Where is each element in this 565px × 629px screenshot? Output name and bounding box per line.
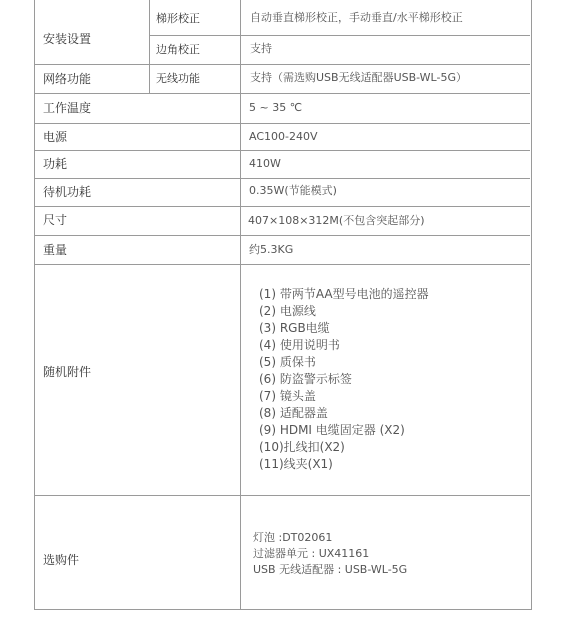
list-item: (3) RGB电缆 — [259, 321, 330, 335]
row-divider — [34, 123, 530, 124]
consumption-label: 功耗 — [43, 157, 68, 171]
keystone-name: 梯形校正 — [156, 12, 200, 25]
optional-label: 选购件 — [43, 553, 80, 567]
row-divider — [34, 264, 530, 265]
list-item: (2) 电源线 — [259, 304, 316, 318]
row-divider — [34, 495, 530, 496]
row-divider — [34, 64, 530, 65]
row-divider — [34, 235, 530, 236]
corner-value: 支持 — [250, 42, 272, 55]
row-divider — [34, 93, 530, 94]
power-label: 电源 — [43, 130, 68, 144]
accessories-label: 随机附件 — [43, 365, 92, 379]
install-label: 安装设置 — [43, 32, 92, 46]
weight-label: 重量 — [43, 243, 68, 257]
standby-label: 待机功耗 — [43, 185, 92, 199]
row-divider — [34, 150, 530, 151]
row-divider — [34, 206, 530, 207]
list-item: 灯泡 :DT02061 — [253, 531, 333, 544]
wireless-value: 支持（需选购USB无线适配器USB-WL-5G） — [250, 71, 467, 84]
list-item: (9) HDMI 电缆固定器 (X2) — [259, 423, 405, 437]
list-item: (8) 适配器盖 — [259, 406, 328, 420]
row-divider — [34, 178, 530, 179]
list-item: 过滤器单元 : UX41161 — [253, 547, 370, 560]
wireless-name: 无线功能 — [156, 72, 200, 85]
size-label: 尺寸 — [43, 213, 68, 227]
list-item: (6) 防盗警示标签 — [259, 372, 352, 386]
list-item: (1) 带两节AA型号电池的遥控器 — [259, 287, 429, 301]
corner-name: 边角校正 — [156, 43, 200, 56]
accessories-list — [259, 286, 429, 473]
col-divider — [149, 0, 150, 93]
standby-value: 0.35W(节能模式) — [249, 184, 337, 197]
keystone-value: 自动垂直梯形校正，手动垂直/水平梯形校正 — [250, 11, 463, 24]
temp-value: 5 ~ 35 ℃ — [249, 101, 303, 114]
network-label: 网络功能 — [43, 72, 92, 86]
list-item: (4) 使用说明书 — [259, 338, 340, 352]
row-divider — [149, 35, 530, 36]
list-item: (10)扎线扣(X2) — [259, 440, 345, 454]
col-divider — [240, 0, 241, 609]
list-item: USB 无线适配器 : USB-WL-5G — [253, 563, 408, 576]
temp-label: 工作温度 — [43, 101, 92, 115]
list-item: (5) 质保书 — [259, 355, 316, 369]
power-value: AC100-240V — [249, 130, 318, 143]
list-item: (7) 镜头盖 — [259, 389, 316, 403]
list-item: (11)线夹(X1) — [259, 457, 333, 471]
optional-list — [253, 530, 407, 578]
consumption-value: 410W — [249, 157, 281, 170]
weight-value: 约5.3KG — [249, 243, 294, 256]
size-value: 407×108×312M(不包含突起部分) — [248, 214, 425, 227]
